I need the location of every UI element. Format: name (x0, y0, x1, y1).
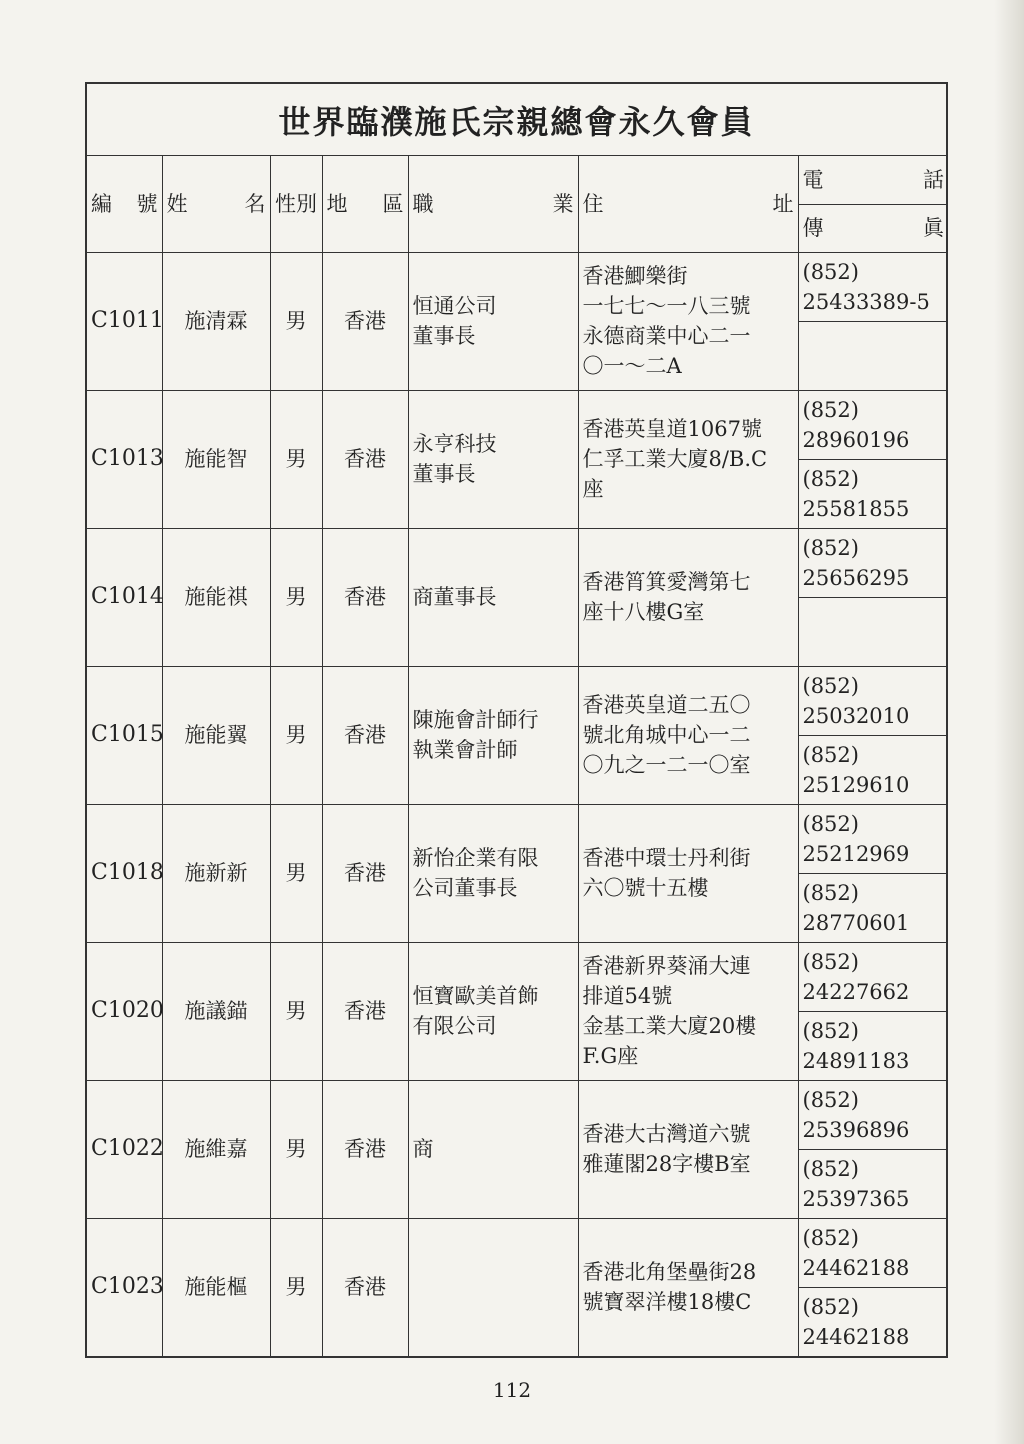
member-gender: 男 (270, 942, 322, 1080)
member-name: 施能智 (162, 390, 270, 528)
phone-line: 25433389-5 (802, 289, 930, 314)
member-code: C1013 (87, 390, 162, 528)
member-fax (798, 873, 948, 942)
phone-line: 25032010 (802, 703, 910, 728)
member-code: C1023 (87, 1218, 162, 1356)
phone-line: (852) (802, 811, 859, 836)
phone-line: (852) (802, 535, 859, 560)
address-line: 一七七～一八三號 (582, 294, 751, 318)
occupation-line: 董事長 (412, 462, 476, 486)
address-line: 仁孚工業大廈8/B.C (582, 447, 768, 471)
member-address (578, 942, 798, 1080)
member-address (578, 390, 798, 528)
member-occupation (408, 804, 578, 942)
address-line: 六〇號十五樓 (582, 876, 709, 900)
address-line: 香港新界葵涌大連 (582, 954, 751, 978)
member-table-frame (85, 82, 948, 1358)
member-name: 施能翼 (162, 666, 270, 804)
member-code: C1018 (87, 804, 162, 942)
address-line: 香港英皇道1067號 (582, 417, 762, 441)
page-title: 世界臨濮施氏宗親總會永久會員 (87, 84, 946, 156)
member-gender: 男 (270, 804, 322, 942)
member-phone (798, 390, 948, 459)
member-name: 施清霖 (162, 252, 270, 390)
member-occupation (408, 390, 578, 528)
member-fax (798, 459, 948, 528)
member-occupation (408, 942, 578, 1080)
member-region: 香港 (322, 252, 408, 390)
member-gender: 男 (270, 252, 322, 390)
fax-line: (852) (802, 880, 859, 905)
member-address (578, 804, 798, 942)
member-region: 香港 (322, 666, 408, 804)
member-occupation (408, 528, 578, 666)
occupation-line: 商 (412, 1137, 434, 1161)
member-address (578, 666, 798, 804)
member-phone (798, 666, 948, 735)
table-row (87, 390, 948, 459)
page-number: 112 (492, 1378, 532, 1402)
header-fax: 傳 眞 (798, 204, 948, 252)
member-name: 施能祺 (162, 528, 270, 666)
member-occupation (408, 1218, 578, 1356)
phone-line: 28960196 (802, 427, 910, 452)
fax-line: 25581855 (802, 496, 910, 521)
occupation-line: 永亨科技 (412, 432, 497, 456)
member-name: 施維嘉 (162, 1080, 270, 1218)
header-row (87, 156, 948, 204)
fax-line: (852) (802, 1018, 859, 1043)
address-line: 香港中環士丹利街 (582, 846, 751, 870)
address-line: 香港筲箕愛灣第七 (582, 570, 751, 594)
header-address: 住 址 (578, 156, 798, 252)
member-gender: 男 (270, 1080, 322, 1218)
phone-line: (852) (802, 1087, 859, 1112)
header-phone: 電 話 (798, 156, 948, 204)
member-phone (798, 804, 948, 873)
member-address (578, 528, 798, 666)
member-region: 香港 (322, 390, 408, 528)
member-gender: 男 (270, 528, 322, 666)
member-occupation (408, 1080, 578, 1218)
header-code: 編 號 (87, 156, 162, 252)
member-region: 香港 (322, 1218, 408, 1356)
occupation-line: 董事長 (412, 324, 476, 348)
member-table (87, 156, 948, 1357)
member-fax (798, 1011, 948, 1080)
fax-line: 24462188 (802, 1324, 910, 1349)
address-line: 號北角城中心一二 (582, 723, 751, 747)
table-row (87, 804, 948, 873)
member-fax (798, 321, 948, 390)
header-region: 地 區 (322, 156, 408, 252)
table-row (87, 942, 948, 1011)
address-line: 〇九之一二一〇室 (582, 753, 751, 777)
table-row (87, 528, 948, 597)
member-phone (798, 1080, 948, 1149)
phone-line: (852) (802, 673, 859, 698)
member-gender: 男 (270, 1218, 322, 1356)
member-address (578, 1080, 798, 1218)
member-phone (798, 252, 948, 321)
phone-line: 25212969 (802, 841, 910, 866)
member-code: C1022 (87, 1080, 162, 1218)
fax-line: 25129610 (802, 772, 910, 797)
phone-line: 25656295 (802, 565, 910, 590)
occupation-line: 公司董事長 (412, 876, 518, 900)
header-gender: 性別 (270, 156, 322, 252)
member-gender: 男 (270, 666, 322, 804)
fax-line: (852) (802, 466, 859, 491)
member-code: C1014 (87, 528, 162, 666)
table-row (87, 1080, 948, 1149)
address-line: 金基工業大廈20樓 (582, 1014, 757, 1038)
occupation-line: 陳施會計師行 (412, 708, 539, 732)
page-edge-shadow (994, 0, 1024, 1444)
member-code: C1015 (87, 666, 162, 804)
phone-line: 24227662 (802, 979, 910, 1004)
member-fax (798, 1149, 948, 1218)
member-code: C1020 (87, 942, 162, 1080)
header-occupation: 職 業 (408, 156, 578, 252)
member-name: 施議錨 (162, 942, 270, 1080)
address-line: 永德商業中心二一 (582, 324, 751, 348)
address-line: 香港英皇道二五〇 (582, 693, 751, 717)
address-line: 排道54號 (582, 984, 673, 1008)
fax-line: 24891183 (802, 1048, 910, 1073)
member-region: 香港 (322, 528, 408, 666)
address-line: 〇一～二A (582, 354, 682, 378)
member-region: 香港 (322, 804, 408, 942)
member-fax (798, 597, 948, 666)
occupation-line: 有限公司 (412, 1014, 497, 1038)
address-line: 座十八樓G室 (582, 600, 705, 624)
phone-line: (852) (802, 949, 859, 974)
occupation-line: 恒通公司 (412, 294, 497, 318)
member-phone (798, 942, 948, 1011)
member-name: 施新新 (162, 804, 270, 942)
member-occupation (408, 252, 578, 390)
address-line: 香港大古灣道六號 (582, 1122, 751, 1146)
address-line: 號寶翠洋樓18樓C (582, 1290, 752, 1314)
address-line: F.G座 (582, 1044, 639, 1068)
member-phone (798, 1218, 948, 1287)
table-row (87, 252, 948, 321)
occupation-line: 新怡企業有限 (412, 846, 539, 870)
phone-line: 24462188 (802, 1255, 910, 1280)
member-address (578, 252, 798, 390)
address-line: 香港鯽樂街 (582, 264, 688, 288)
member-code: C1011 (87, 252, 162, 390)
member-fax (798, 1287, 948, 1356)
member-phone (798, 528, 948, 597)
phone-line: 25396896 (802, 1117, 910, 1142)
phone-line: (852) (802, 259, 859, 284)
member-name: 施能樞 (162, 1218, 270, 1356)
member-address (578, 1218, 798, 1356)
member-region: 香港 (322, 942, 408, 1080)
member-region: 香港 (322, 1080, 408, 1218)
table-row (87, 1218, 948, 1287)
table-row (87, 666, 948, 735)
address-line: 座 (582, 477, 604, 501)
phone-line: (852) (802, 397, 859, 422)
fax-line: 25397365 (802, 1186, 910, 1211)
fax-line: (852) (802, 1156, 859, 1181)
address-line: 雅蓮閣28字樓B室 (582, 1152, 751, 1176)
member-gender: 男 (270, 390, 322, 528)
header-name: 姓 名 (162, 156, 270, 252)
address-line: 香港北角堡壘街28 (582, 1260, 757, 1284)
fax-line: (852) (802, 742, 859, 767)
occupation-line: 商董事長 (412, 585, 497, 609)
occupation-line: 恒寶歐美首飾 (412, 984, 539, 1008)
occupation-line: 執業會計師 (412, 738, 518, 762)
member-fax (798, 735, 948, 804)
phone-line: (852) (802, 1225, 859, 1250)
fax-line: 28770601 (802, 910, 910, 935)
member-occupation (408, 666, 578, 804)
fax-line: (852) (802, 1294, 859, 1319)
